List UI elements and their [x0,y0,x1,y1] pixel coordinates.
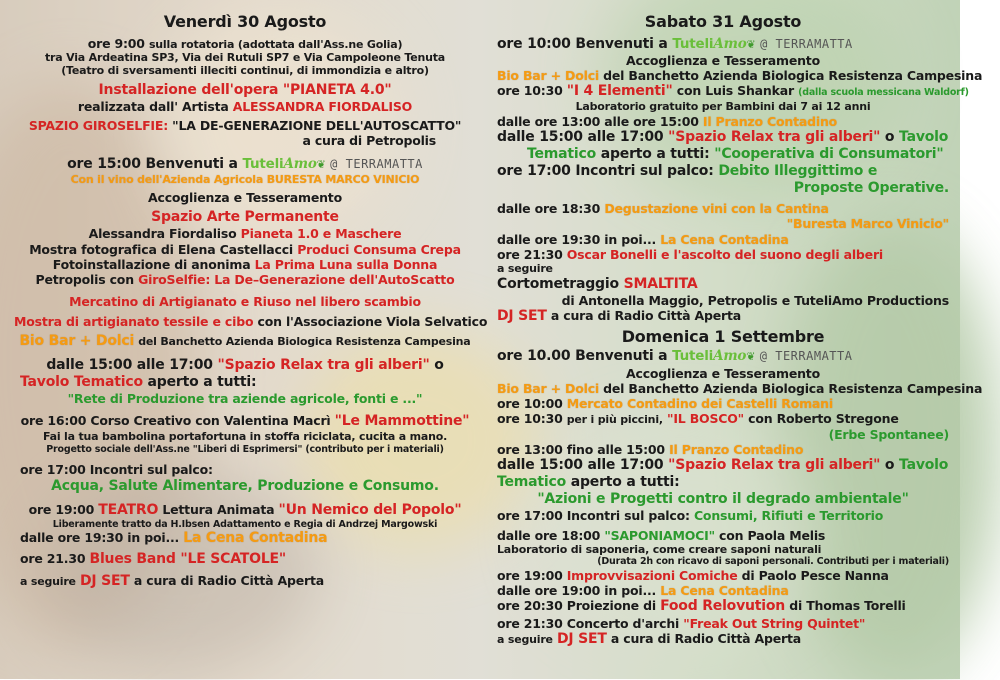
event-text: o [884,457,895,474]
event-title: TEATRO [98,501,159,518]
event-text: di Antonella Maggio, Petropolis e TuteliAmo Productions [561,292,949,308]
event-text: ore 17:00 Incontri sul palco: [497,162,714,179]
event-title: "Buresta Marco Vinicio" [786,216,949,232]
time: dalle 15:00 alle 17:00 [46,356,213,373]
event-title: "Le Mammottine" [334,413,470,430]
event-text: aperto a tutti: [570,474,680,491]
leaf-icon: ❦ [316,157,326,171]
event-title: "Cooperativa di Consumatori" [714,145,944,162]
event-title: Proposte Operative. [793,180,949,197]
event-title: "Spazio Relax tra gli alberi" [668,128,881,145]
time: dalle ore 19:00 in poi... [497,583,657,599]
event-title: "Spazio Relax tra gli alberi" [668,457,881,474]
event-text: Progetto sociale dell'Ass.ne "Liberi di Esprimersi" (contributo per i materiali) [46,443,444,455]
event-title: Mostra di artigianato tessile e cibo [14,313,254,329]
event-title: "Azioni e Progetti contro il degrado ambientale" [537,491,909,508]
event-title: DJ SET [497,307,547,324]
time: ore 20:30 [497,598,563,614]
event-title: Tematico [527,145,597,162]
event-text: di Thomas Torelli [789,598,906,614]
time: ore 13:00 fino alle 15:00 [497,441,665,457]
event-title: "SAPONIAMOCI" [604,527,715,543]
day-title: Sabato 31 Agosto [644,12,802,31]
event-text: Laboratorio gratuito per Bambini dai 7 ai 12 anni [575,100,871,114]
event-text: Fai la tua bambolina portafortuna in stoffa riciclata, cucita a mano. [42,430,448,444]
event-title: La Cena Contadina [660,231,789,247]
event-text: (Erbe Spontanee) [828,426,949,442]
event-text: a seguire [497,632,553,646]
time: ore 9:00 [87,35,145,51]
event-text: tra Via Ardeatina SP3, Via dei Rutuli SP7 e Via Campoleone Tenuta [44,50,446,64]
event-text: del Banchetto Azienda Biologica Resistenza Campesina [603,380,983,396]
time: dalle ore 18:00 [497,527,601,543]
event-text: Accoglienza e Tesseramento [148,190,342,206]
event-text: o [434,356,444,373]
time: ore 19:00 [497,567,563,583]
event-title: Il Pranzo Contadino [702,113,838,129]
time: dalle ore 19:30 in poi... [497,231,657,247]
event-text: Laboratorio di saponeria, come creare saponi naturali [497,542,822,556]
event-text: Con il vino dell'Azienda Agricola BURESTA MARCO VINICIO [70,172,420,186]
event-title: Oscar Bonelli e l'ascolto del suono degli alberi [566,246,883,262]
leaf-icon: ❦ [746,350,756,364]
event-text: per i più piccini, [566,413,663,427]
event-title: La Prima Luna sulla Donna [254,256,438,272]
event-title: La Cena Contadina [660,583,789,599]
event-text: a seguire [20,574,76,588]
time: ore 15:00 [67,155,141,172]
time: ore 21.30 [20,551,86,567]
event-text: a seguire [497,262,553,276]
time: dalle 15:00 alle 17:00 [497,457,664,474]
event-title: La Cena Contadina [183,530,328,547]
event-title: Produci Consuma Crepa [297,241,461,257]
time: ore 10:00 [497,35,571,52]
event-text: a cura di Radio Città Aperta [550,307,741,323]
time: dalle ore 19:30 in poi... [20,530,180,546]
event-title: Degustazione vini con la Cantina [604,201,829,217]
event-text: Petropolis con [35,272,134,288]
time: ore 19:00 [28,501,95,517]
event-text: (Teatro di sversamenti illeciti continui, di immondizia e altro) [61,64,429,78]
event-text: Proiezione di [566,598,656,614]
time: ore 10:30 [497,411,563,427]
event-title: Tavolo [899,128,949,145]
event-title: Tematico [497,474,567,491]
event-title: Improvvisazioni Comiche [566,567,738,583]
event-text: con Paola Melis [719,527,826,543]
event-title: Pianeta 1.0 e Maschere [240,226,402,242]
event-title: "IL BOSCO" [667,411,744,427]
event-text: (Durata 2h con ricavo di saponi personali. Contributi per i materiali) [597,556,949,568]
event-text: con Luis Shankar [676,83,794,99]
artist-name: ALESSANDRA FIORDALISO [232,98,413,114]
leaf-icon: ❦ [746,37,756,51]
time: ore 16:00 [20,413,87,429]
event-text: Corso Creativo con Valentina Macrì [90,413,331,429]
time: ore 10:00 [497,396,563,412]
event-text: Alessandra Fiordaliso [88,226,237,242]
event-text: sulla rotatoria (adottata dall'Ass.ne Golia) [148,37,403,51]
event-text: del Banchetto Azienda Biologica Resistenza Campesina [603,67,983,83]
time: ore 21:30 [497,246,563,262]
time: dalle ore 18:30 [497,201,601,217]
event-text: ore 17:00 Incontri sul palco: [497,508,690,524]
weekend-program [497,12,983,648]
event-text: Concerto d'archi [566,615,680,631]
event-title: Installazione dell'opera "PIANETA 4.0" [98,81,392,98]
tuteliamo-logo: TuteliAmo❦ @ TERRAMATTA [672,35,853,52]
event-text: Cortometraggio [497,275,619,292]
event-title: "Rete di Produzione tra aziende agricole, fonti e ..." [67,391,423,407]
event-text: Accoglienza e Tesseramento [626,365,820,381]
time: dalle 15:00 alle 17:00 [497,128,664,145]
event-title: Bio Bar + Dolci [19,332,135,349]
tuteliamo-logo: TuteliAmo❦ @ TERRAMATTA [242,155,423,172]
event-title: Consumi, Rifiuti e Territorio [693,508,884,524]
section-title: Spazio Arte Permanente [151,209,339,226]
event-text: (dalla scuola messicana Waldorf) [798,87,969,99]
event-text: Benvenuti a [145,155,238,172]
time: ore 10:30 [497,83,563,99]
event-title: SMALTITA [623,275,698,292]
event-text: o [884,128,895,145]
day-title: Domenica 1 Settembre [621,326,825,346]
time: ore 21:30 [497,615,563,631]
event-text: a cura di Petropolis [302,133,436,149]
event-title: DJ SET [79,572,130,589]
event-text: Liberamente tratto da H.Ibsen Adattamento e Regia di Andrzej Margowski [52,518,438,530]
event-title: Bio Bar + Dolci [497,67,599,83]
time: ore 10.00 [497,348,571,365]
event-title: Tavolo [899,457,949,474]
friday-program [14,12,488,590]
tuteliamo-logo: TuteliAmo❦ @ TERRAMATTA [672,348,853,365]
event-title: "I 4 Elementi" [566,83,673,100]
event-title: Debito Illeggittimo e [718,162,878,179]
event-title: Bio Bar + Dolci [497,380,599,396]
event-title: Mercato Contadino dei Castelli Romani [566,396,833,412]
event-text: con Roberto Stregone [748,411,899,427]
event-title: DJ SET [556,630,607,647]
event-text: con l'Associazione Viola Selvatico [257,313,488,329]
event-title: SPAZIO GIROSELFIE: [28,118,168,134]
event-title: "Freak Out String Quintet" [683,615,866,631]
event-title: Mercatino di Artigianato e Riuso nel libero scambio [69,294,421,310]
event-text: Benvenuti a [575,348,668,365]
event-title: Il Pranzo Contadino [669,441,804,457]
event-text: Accoglienza e Tesseramento [626,52,820,68]
event-text: realizzata dall' Artista [77,98,229,114]
event-text: ore 17:00 Incontri sul palco: [20,462,213,478]
event-title: "Un Nemico del Popolo" [278,501,462,518]
event-text: aperto a tutti: [147,374,257,391]
event-text: di Paolo Pesce Nanna [741,567,889,583]
day-title: Venerdì 30 Agosto [163,12,327,31]
event-title: Food Relovution [660,598,786,615]
event-text: Benvenuti a [575,35,668,52]
event-text: aperto a tutti: [600,145,710,162]
event-text: del Banchetto Azienda Biologica Resistenza Campesina [138,334,471,348]
event-title: GiroSelfie: La De–Generazione dell'AutoScatto [138,272,455,288]
event-text: Mostra fotografica di Elena Castellacci [29,241,294,257]
time: dalle ore 13:00 alle ore 15:00 [497,113,699,129]
event-title: Tavolo Tematico [20,374,143,391]
event-title: "Spazio Relax tra gli alberi" [217,356,430,373]
event-text: a cura di Radio Città Aperta [133,572,324,588]
event-text: "LA DE-GENERAZIONE DELL'AUTOSCATTO" [172,118,462,134]
event-title: Blues Band "LE SCATOLE" [89,551,286,568]
event-title: Acqua, Salute Alimentare, Produzione e Consumo. [51,477,439,494]
event-text: Lettura Animata [162,501,275,517]
event-text: a cura di Radio Città Aperta [610,630,801,646]
event-text: Fotoinstallazione di anonima [52,256,251,272]
